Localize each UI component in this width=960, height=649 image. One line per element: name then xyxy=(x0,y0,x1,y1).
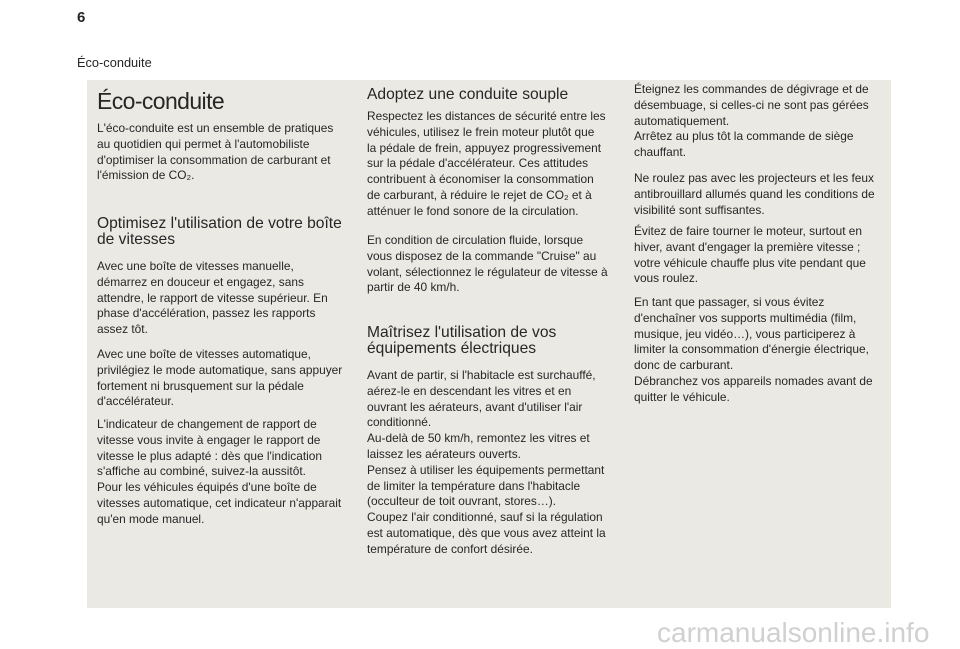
engine-warmup-paragraph: Évitez de faire tourner le moteur, surtout en hiver, avant d'engager la première vitesse ; votre véhicule chauffe plus vite pendant que vous roulez. xyxy=(634,224,866,286)
smooth-driving-paragraph: Respectez les distances de sécurité entre les véhicules, utilisez le frein moteur plutôt que la pédale de frein, appuyez progressivement sur la pédale d'accélérateur. Ces attitudes contribuent à économiser la consommation de carburant, à réduire le rejet de CO₂ et à atténuer le fond sonore de la circulation. xyxy=(367,109,606,218)
page-number: 6 xyxy=(77,9,86,26)
multimedia-paragraph: En tant que passager, si vous évitez d'enchaîner vos supports multimédia (film, musique, jeu vidéo…), vous participerez à limiter la consommation d'énergie électrique, donc de carburant. Débranchez vos appareils nomades avant de quitter le véhicule. xyxy=(634,295,873,404)
section-heading-gearbox: Optimisez l'utilisation de votre boîte de vitesses xyxy=(97,215,342,248)
page-title: Éco-conduite xyxy=(97,88,225,114)
intro-paragraph: L'éco-conduite est un ensemble de pratiques au quotidien qui permet à l'automobiliste d'optimiser la consommation de carburant et l'émission de CO₂. xyxy=(97,121,334,183)
cruise-control-paragraph: En condition de circulation fluide, lorsque vous disposez de la commande "Cruise" au volant, sélectionnez le régulateur de vitesse à partir de 40 km/h. xyxy=(367,233,608,295)
air-conditioning-paragraph: Avant de partir, si l'habitacle est surchauffé, aérez-le en descendant les vitres et en ouvrant les aérateurs, avant d'utiliser l'air conditionné. Au-delà de 50 km/h, remontez les vitres et laissez les aérateurs ouverts. Pensez à utiliser les équipements permettant de limiter la température dans l'habitacle (occulteur de toit ouvrant, stores…). Coupez l'air conditionné, sauf si la régulation est automatique, dès que vous avez atteint la température de confort désirée. xyxy=(367,368,606,556)
defrost-paragraph: Éteignez les commandes de dégivrage et de désembuage, si celles-ci ne sont pas gérées automatiquement. Arrêtez au plus tôt la commande de siège chauffant. xyxy=(634,82,869,160)
running-header: Éco-conduite xyxy=(77,55,152,70)
manual-gearbox-paragraph: Avec une boîte de vitesses manuelle, démarrez en douceur et engagez, sans attendre, le rapport de vitesse supérieur. En phase d'accélération, passez les rapports assez tôt. xyxy=(97,259,328,337)
section-heading-smooth-driving: Adoptez une conduite souple xyxy=(367,86,569,103)
lights-paragraph: Ne roulez pas avec les projecteurs et les feux antibrouillard allumés quand les conditions de visibilité sont suffisantes. xyxy=(634,171,875,217)
gear-shift-indicator-paragraph: L'indicateur de changement de rapport de vitesse vous invite à engager le rapport de vitesse le plus adapté : dès que l'indication s'affiche au combiné, suivez-la aussitôt. Pour les véhicules équipés d'une boîte de vitesses automatique, cet indicateur n'apparait qu'en mode manuel. xyxy=(97,417,342,526)
automatic-gearbox-paragraph: Avec une boîte de vitesses automatique, privilégiez le mode automatique, sans appuyer fortement ni brusquement sur la pédale d'accélérateur. xyxy=(97,347,343,409)
section-heading-electrical: Maîtrisez l'utilisation de vos équipements électriques xyxy=(367,324,557,357)
watermark: carmanualsonline.info xyxy=(657,617,930,648)
